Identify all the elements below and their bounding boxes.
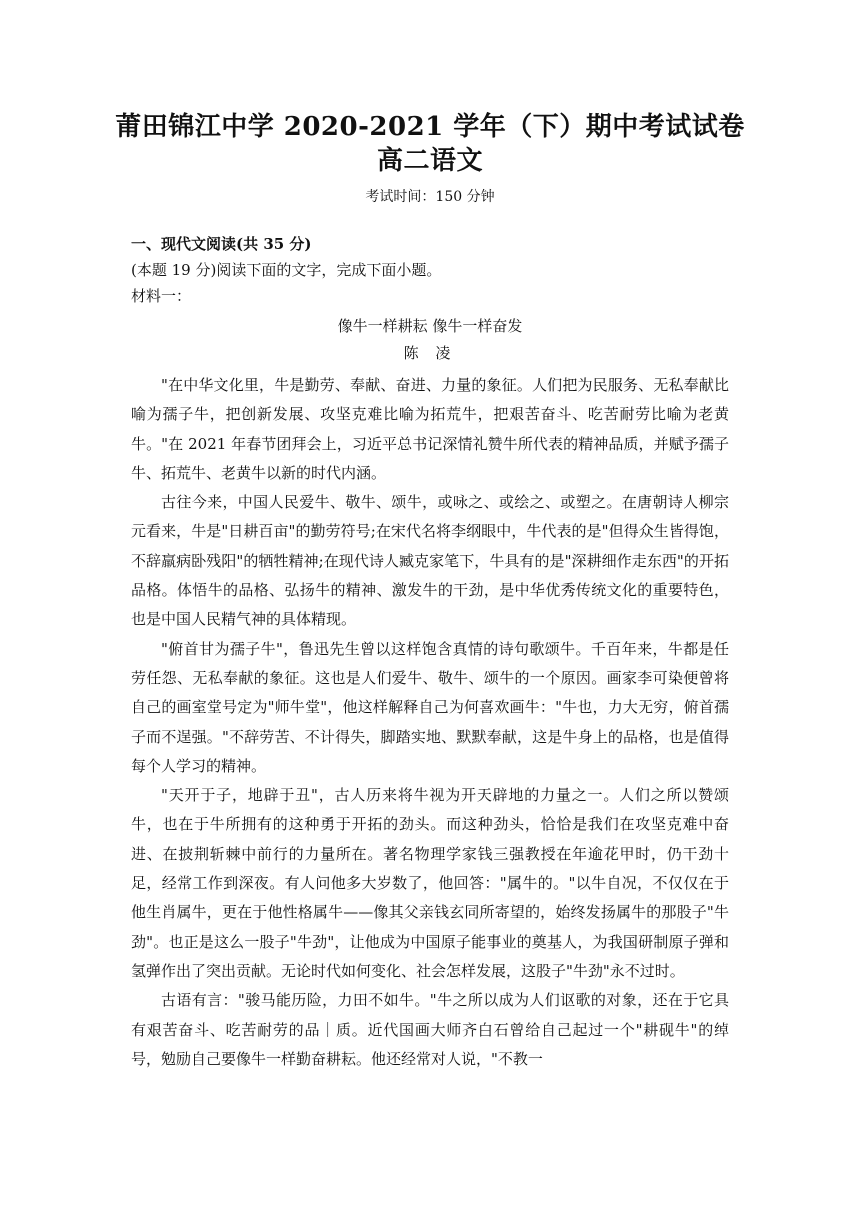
exam-time: 考试时间：150 分钟 <box>365 189 495 205</box>
material-label: 材料一： <box>131 287 192 305</box>
article-title: 像牛一样耕耘 像牛一样奋发 <box>337 317 523 335</box>
article-paragraph: "在中华文化里，牛是勤劳、奉献、奋进、力量的象征。人们把为民服务、无私奉献比喻为孺子牛，把创新发展、攻坚克难比喻为拓荒牛，把艰苦奋斗、吃苦耐劳比喻为老黄牛。"在 2021 年春节团拜会上，习近平总书记深情礼赞牛所代表的精神品质，并赋予孺子牛、拓荒牛、老黄牛以新的时代内涵。 <box>131 376 729 482</box>
article-paragraph: "天开于子，地辟于丑"，古人历来将牛视为开天辟地的力量之一。人们之所以赞颂牛，也在于牛所拥有的这种勇于开拓的劲头。而这种劲头，恰恰是我们在攻坚克难中奋进、在披荆斩棘中前行的力量所在。著名物理学家钱三强教授在年逾花甲时，仍干劲十足，经常工作到深夜。有人问他多大岁数了，他回答："属牛的。"以牛自况，不仅仅在于他生肖属牛，更在于他性格属牛——像其父亲钱玄同所寄望的，始终发扬属牛的那股子"牛劲"。也正是这么一股子"牛劲"，让他成为中国原子能事业的奠基人，为我国研制原子弹和氢弹作出了突出贡献。无论时代如何变化、社会怎样发展，这股子"牛劲"永不过时。 <box>131 786 729 980</box>
section-heading: 一、现代文阅读(共 35 分) <box>131 235 312 253</box>
exam-subtitle: 高二语文 <box>376 146 483 176</box>
article-author: 陈 凌 <box>403 344 457 362</box>
article-paragraph: 古往今来，中国人民爱牛、敬牛、颂牛，或咏之、或绘之、或塑之。在唐朝诗人柳宗元看来，牛是"日耕百亩"的勤劳符号;在宋代名将李纲眼中，牛代表的是"但得众生皆得饱，不辞羸病卧残阳"的牺牲精神;在现代诗人臧克家笔下，牛具有的是"深耕细作走东西"的开拓品格。体悟牛的品格、弘扬牛的精神、激发牛的干劲，是中华优秀传统文化的重要特色，也是中国人民精气神的具体精现。 <box>131 493 729 629</box>
question-instruction: (本题 19 分)阅读下面的文字，完成下面小题。 <box>131 261 442 279</box>
exam-title: 莆田锦江中学 2020-2021 学年（下）期中考试试卷 <box>115 112 745 142</box>
article-body <box>131 371 729 1074</box>
article-paragraph: "俯首甘为孺子牛"，鲁迅先生曾以这样饱含真情的诗句歌颂牛。千百年来，牛都是任劳任怨、无私奉献的象征。这也是人们爱牛、敬牛、颂牛的一个原因。画家李可染便曾将自己的画室堂号定为"师牛堂"，他这样解释自己为何喜欢画牛："牛也，力大无穷，俯首孺子而不逞强。"不辞劳苦、不计得失，脚踏实地、默默奉献，这是牛身上的品格，也是值得每个人学习的精神。 <box>131 639 729 775</box>
article-paragraph: 古语有言："骏马能历险，力田不如牛。"牛之所以成为人们讴歌的对象，还在于它具有艰苦奋斗、吃苦耐劳的品｜质。近代国画大师齐白石曾给自己起过一个"耕砚牛"的绰号，勉励自己要像牛一样勤奋耕耘。他还经常对人说，"不教一 <box>131 991 729 1068</box>
